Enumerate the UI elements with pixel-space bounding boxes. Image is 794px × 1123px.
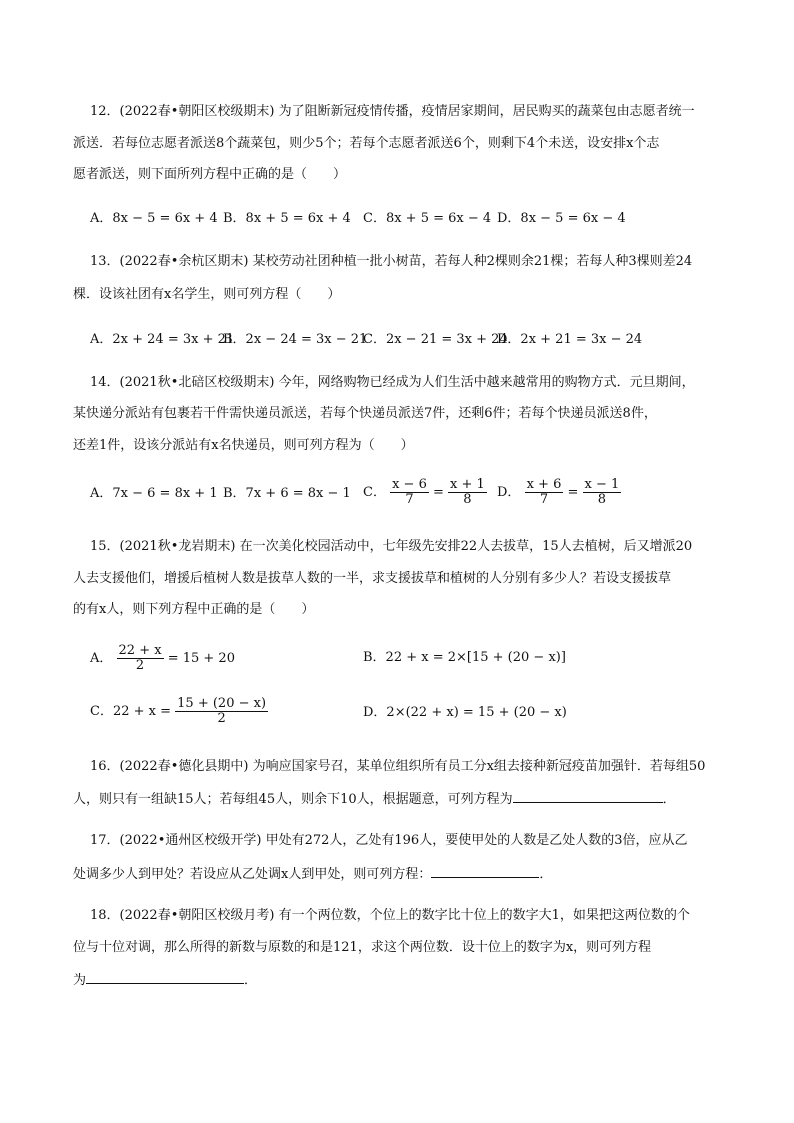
question-13-line-2: 棵．设该社团有x名学生，则可列方程（ ） [73, 287, 341, 302]
equals-sign: = [433, 485, 444, 500]
fraction [175, 697, 268, 726]
fraction-numerator: x − 1 [584, 477, 620, 492]
fraction-denominator: 2 [135, 658, 145, 673]
question-12-line-1: 12．(2022春•朝阳区校级期末) 为了阻断新冠疫情传播，疫情居家期间，居民购买的蔬菜包由志愿者统一 [90, 104, 695, 119]
question-14-line-1: 14．(2021秋•北碚区校级期末) 今年，网络购物已经成为人们生活中越来越常用的购物方式．元旦期间， [90, 375, 695, 390]
question-13-line-1: 13．(2022春•余杭区期末) 某校劳动社团种植一批小树苗，若每人种2棵则余21棵；若每人种3棵则差24 [90, 254, 693, 269]
question-13-option-d: D．2x + 21 = 3x − 24 [497, 332, 643, 347]
question-15-option-c [90, 697, 268, 726]
question-18-line-2: 位与十位对调，那么所得的新数与原数的和是121，求这个两位数．设十位上的数字为x，则可列方程 [73, 940, 652, 955]
question-15-line-2: 人去支援他们，增援后植树人数是拔草人数的一半，求支援拔草和植树的人分别有多少人？若设支援拔草 [73, 571, 672, 586]
answer-blank[interactable] [431, 865, 539, 878]
period: ． [539, 867, 553, 882]
question-14-option-c [363, 478, 487, 507]
period: ． [244, 973, 258, 988]
question-12-option-d: D．8x − 5 = 6x − 4 [497, 211, 626, 226]
question-14-option-a: A．7x − 6 = 8x + 1 [90, 486, 218, 501]
fraction [583, 478, 622, 507]
fraction-numerator: x + 1 [450, 477, 485, 492]
question-12-option-b: B．8x + 5 = 6x + 4 [223, 211, 351, 226]
answer-blank[interactable] [513, 790, 663, 803]
fraction-numerator: x − 6 [392, 477, 427, 492]
question-17-line-1: 17．(2022•通州区校级开学) 甲处有272人，乙处有196人，要使甲处的人数是乙处人数的3倍，应从乙 [90, 833, 688, 848]
question-14-line-3: 还差1件，设该分派站有x名快递员，则可列方程为（ ） [73, 438, 414, 453]
question-17-text: 处调多少人到甲处？若设应从乙处调x人到甲处，则可列方程： [73, 867, 432, 882]
question-13-option-a: A．2x + 24 = 3x + 21 [90, 332, 235, 347]
fraction [117, 644, 164, 673]
question-14-option-d [497, 478, 621, 507]
question-15-option-b: B．22 + x = 2×[15 + (20 − x)] [363, 650, 566, 665]
fraction-numerator: x + 6 [526, 477, 562, 492]
fraction-numerator: 15 + (20 − x) [177, 696, 267, 711]
question-18-line-1: 18．(2022春•朝阳区校级月考) 有一个两位数，个位上的数字比十位上的数字大1，如果把这两位数的个 [90, 908, 690, 923]
question-15-option-a [90, 644, 235, 673]
question-16-text: 人，则只有一组缺15人；若每组45人，则余下10人，根据题意，可列方程为 [73, 792, 513, 807]
question-15-option-d: D．2×(22 + x) = 15 + (20 − x) [363, 705, 567, 720]
fraction-denominator: 7 [539, 492, 549, 507]
option-a-label: A． [90, 651, 113, 666]
fraction [525, 478, 564, 507]
answer-blank[interactable] [86, 971, 244, 984]
fraction-numerator: 22 + x [118, 643, 162, 658]
fraction-denominator: 7 [405, 492, 414, 507]
option-c-label: C．22 + x = [90, 704, 172, 719]
equals-sign: = [567, 485, 579, 500]
question-13-option-b: B．2x − 24 = 3x − 21 [223, 332, 368, 347]
question-18-line-3 [73, 971, 257, 989]
question-16-line-1: 16．(2022春•德化县期中) 为响应国家号召，某单位组织所有员工分x组去接种新冠疫苗加强针．若每组50 [90, 759, 706, 774]
option-c-label: C． [363, 485, 386, 500]
question-12-line-3: 愿者派送，则下面所列方程中正确的是（ ） [73, 167, 347, 182]
equation-rest: = 15 + 20 [167, 651, 235, 666]
fraction [448, 478, 487, 507]
question-16-line-2 [73, 790, 676, 808]
fraction-denominator: 2 [217, 711, 226, 726]
question-15-line-3: 的有x人，则下列方程中正确的是（ ） [73, 602, 315, 617]
fraction-denominator: 8 [463, 492, 472, 507]
question-17-line-2 [73, 865, 552, 883]
question-14-line-2: 某快递分派站有包裹若干件需快递员派送，若每个快递员派送7件，还剩6件；若每个快递员派送8件， [73, 406, 657, 421]
fraction-denominator: 8 [597, 492, 607, 507]
question-18-text: 为 [73, 973, 87, 988]
option-d-label: D． [497, 485, 521, 500]
question-12-line-2: 派送．若每位志愿者派送8个蔬菜包，则少5个；若每个志愿者派送6个，则剩下4个未送，设安排x个志 [73, 136, 660, 151]
period: ． [662, 792, 676, 807]
question-12-option-c: C．8x + 5 = 6x − 4 [363, 211, 492, 226]
fraction [390, 478, 429, 507]
question-13-option-c: C．2x − 21 = 3x + 24 [363, 332, 508, 347]
question-15-line-1: 15．(2021秋•龙岩期末) 在一次美化校园活动中，七年级先安排22人去拔草，15人去植树，后又增派20 [90, 539, 693, 554]
question-14-option-b: B．7x + 6 = 8x − 1 [223, 486, 351, 501]
question-12-option-a: A．8x − 5 = 6x + 4 [90, 211, 218, 226]
